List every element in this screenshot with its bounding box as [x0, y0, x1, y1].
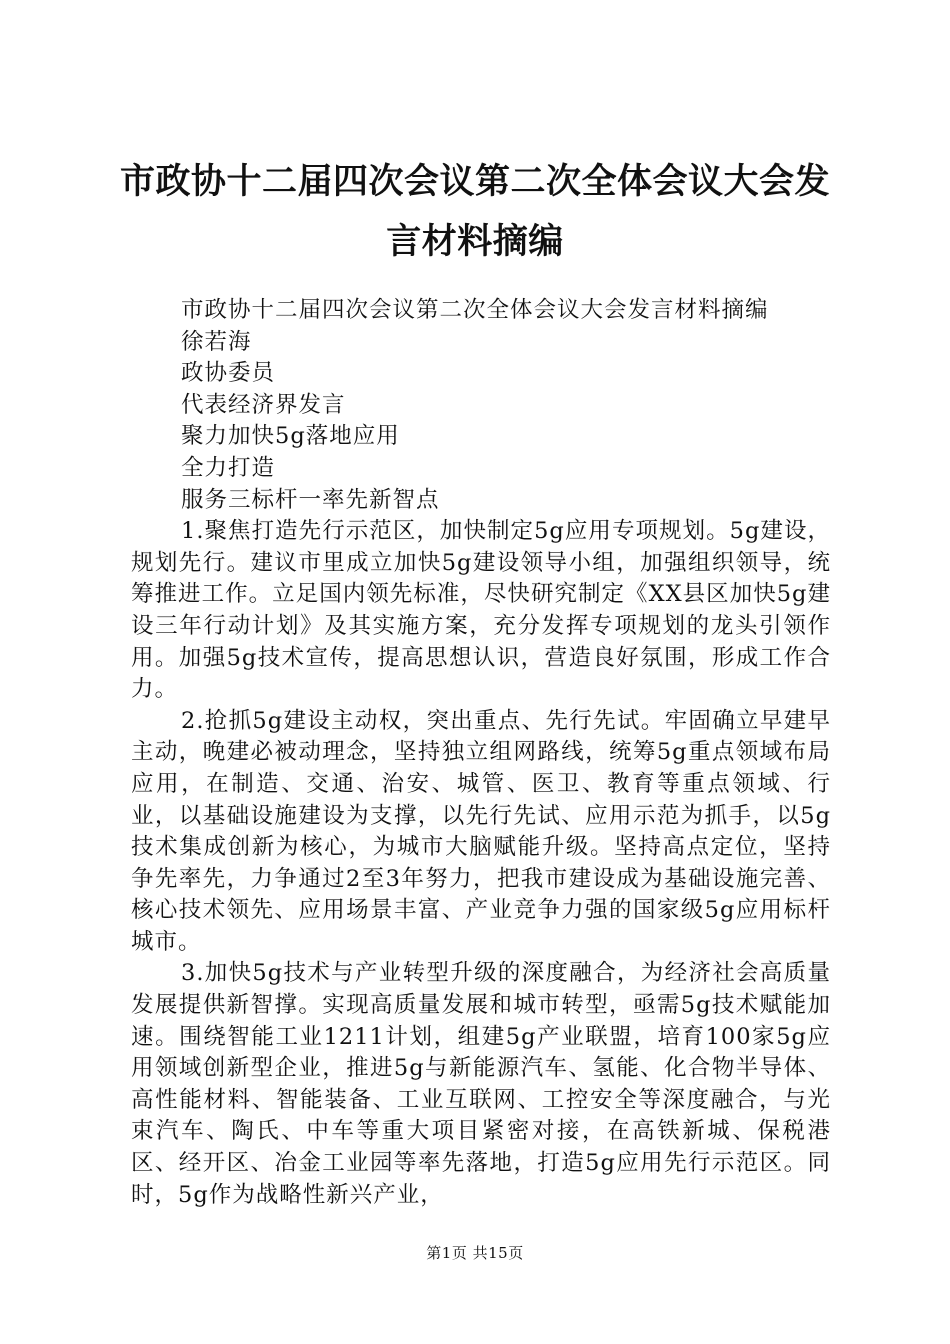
- header-line-author: 徐若海: [181, 328, 252, 355]
- paragraph-1: 1.聚焦打造先行示范区，加快制定5g应用专项规划。5g建设，规划先行。建议市里成立加快5g建设领导小组，加强组织领导，统筹推进工作。立足国内领先标准，尽快研究制定《XX县区加快5g建设三年行动计划》及其实施方案，充分发挥专项规划的龙头引领作用。加强5g技术宣传，提高思想认识，营造良好氛围，形成工作合力。: [131, 518, 831, 703]
- document-body: [131, 295, 831, 1211]
- header-line-subtitle-3: 服务三标杆一率先新智点: [181, 486, 440, 513]
- document-title: 市政协十二届四次会议第二次全体会议大会发言材料摘编: [119, 162, 830, 262]
- header-line-role: 政协委员: [181, 360, 276, 387]
- paragraph-3: 3.加快5g技术与产业转型升级的深度融合，为经济社会高质量发展提供新智撑。实现高质量发展和城市转型，亟需5g技术赋能加速。围绕智能工业1211计划，组建5g产业联盟，培育100家5g应用领域创新型企业，推进5g与新能源汽车、氢能、化合物半导体、高性能材料、智能装备、工业互联网、工控安全等深度融合，与光束汽车、陶氏、中车等重大项目紧密对接，在高铁新城、保税港区、经开区、冶金工业园等率先落地，打造5g应用先行示范区。同时，5g作为战略性新兴产业，: [131, 960, 831, 1208]
- paragraph-2: 2.抢抓5g建设主动权，突出重点、先行先试。牢固确立早建早主动，晚建必被动理念，坚持独立组网路线，统筹5g重点领域布局应用，在制造、交通、治安、城管、医卫、教育等重点领域、行业，以基础设施建设为支撑，以先行先试、应用示范为抓手，以5g技术集成创新为核心，为城市大脑赋能升级。坚持高点定位，坚持争先率先，力争通过2至3年努力，把我市建设成为基础设施完善、核心技术领先、应用场景丰富、产业竞争力强的国家级5g应用标杆城市。: [131, 707, 831, 955]
- header-line-representation: 代表经济界发言: [181, 391, 346, 418]
- page-footer: 第1页 共15页: [426, 1244, 524, 1262]
- header-line-subtitle: 聚力加快5g落地应用: [181, 423, 400, 450]
- header-line-subtitle-2: 全力打造: [181, 454, 276, 481]
- header-line-title: 市政协十二届四次会议第二次全体会议大会发言材料摘编: [181, 297, 769, 323]
